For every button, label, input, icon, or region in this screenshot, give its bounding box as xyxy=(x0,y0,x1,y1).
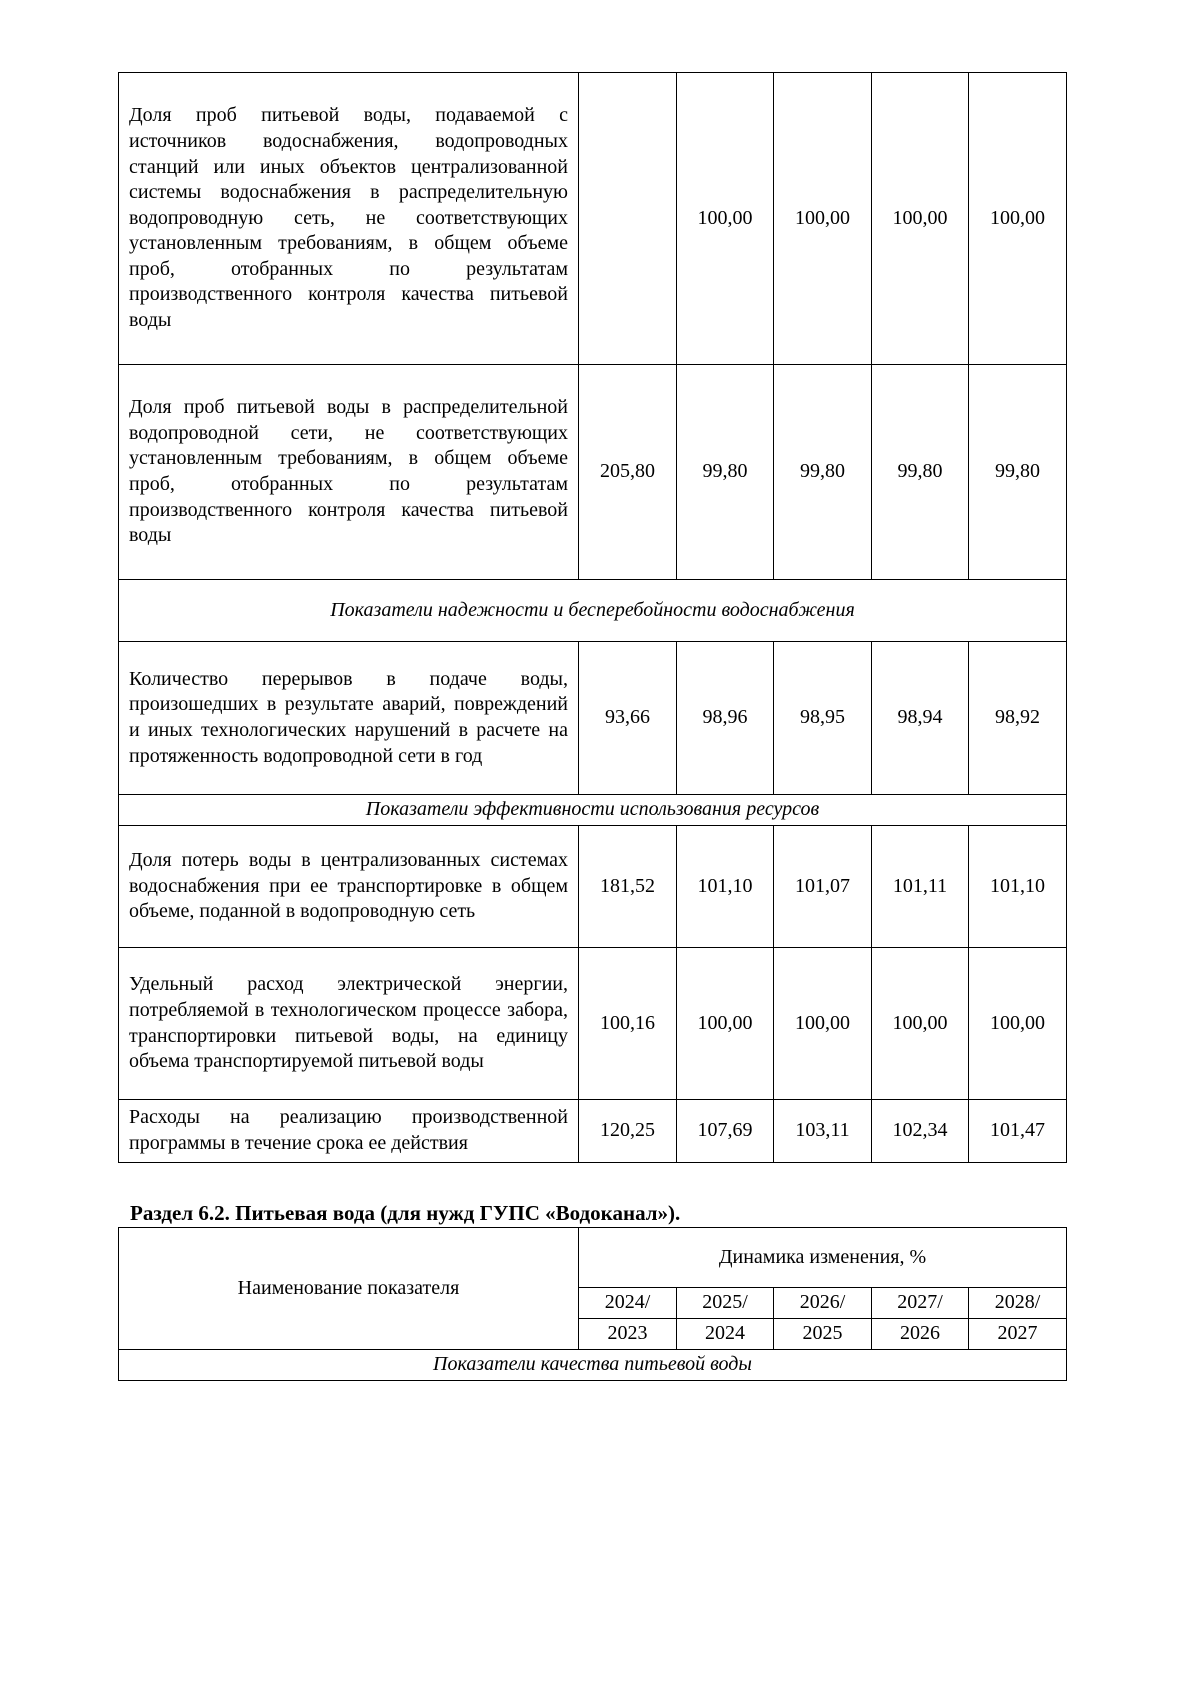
section-title: Показатели эффективности использования ресурсов xyxy=(119,795,1067,826)
value-cell: 102,34 xyxy=(872,1100,969,1163)
section-title: Показатели надежности и бесперебойности водоснабжения xyxy=(119,580,1067,642)
dynamics-header: Динамика изменения, % xyxy=(579,1228,1067,1288)
header-row xyxy=(119,1228,1067,1288)
value-cell: 100,16 xyxy=(579,948,677,1100)
year-cell: 2028/ xyxy=(969,1288,1067,1319)
value-cell: 100,00 xyxy=(872,948,969,1100)
value-cell: 98,92 xyxy=(969,642,1067,795)
year-cell: 2025/ xyxy=(677,1288,774,1319)
value-cell: 98,94 xyxy=(872,642,969,795)
value-cell: 99,80 xyxy=(872,365,969,580)
value-cell: 99,80 xyxy=(774,365,872,580)
name-column-header: Наименование показателя xyxy=(119,1228,579,1350)
value-cell: 101,10 xyxy=(969,826,1067,948)
year-cell: 2026 xyxy=(872,1319,969,1350)
table-row xyxy=(119,365,1067,580)
value-cell: 101,47 xyxy=(969,1100,1067,1163)
value-cell: 205,80 xyxy=(579,365,677,580)
value-cell xyxy=(579,73,677,365)
value-cell: 99,80 xyxy=(969,365,1067,580)
year-cell: 2024/ xyxy=(579,1288,677,1319)
table-row xyxy=(119,1100,1067,1163)
section-row xyxy=(119,580,1067,642)
table-row xyxy=(119,642,1067,795)
value-cell: 100,00 xyxy=(872,73,969,365)
indicator-name: Количество перерывов в подаче воды, произошедших в результате аварий, повреждений и иных технологических нарушений в расчете на протяженность водопроводной сети в год xyxy=(119,642,579,795)
year-cell: 2025 xyxy=(774,1319,872,1350)
value-cell: 101,10 xyxy=(677,826,774,948)
year-cell: 2024 xyxy=(677,1319,774,1350)
indicator-name: Доля потерь воды в централизованных системах водоснабжения при ее транспортировке в общем объеме, поданной в водопроводную сеть xyxy=(119,826,579,948)
section-row xyxy=(119,1350,1067,1381)
value-cell: 98,96 xyxy=(677,642,774,795)
value-cell: 100,00 xyxy=(774,73,872,365)
section-title: Показатели качества питьевой воды xyxy=(119,1350,1067,1381)
value-cell: 107,69 xyxy=(677,1100,774,1163)
section-row xyxy=(119,795,1067,826)
indicator-name: Расходы на реализацию производственной программы в течение срока ее действия xyxy=(119,1100,579,1163)
dynamics-table xyxy=(118,1227,1067,1381)
value-cell: 99,80 xyxy=(677,365,774,580)
value-cell: 101,11 xyxy=(872,826,969,948)
value-cell: 101,07 xyxy=(774,826,872,948)
value-cell: 100,00 xyxy=(677,73,774,365)
value-cell: 100,00 xyxy=(774,948,872,1100)
indicator-name: Доля проб питьевой воды, подаваемой с источников водоснабжения, водопроводных станций или иных объектов централизованной системы водоснабжения в распределительную водопроводную сеть, не соответствующих установленным требованиям, в общем объеме проб, отобранных по результатам производственного контроля качества питьевой воды xyxy=(119,73,579,365)
value-cell: 100,00 xyxy=(969,73,1067,365)
year-cell: 2023 xyxy=(579,1319,677,1350)
value-cell: 100,00 xyxy=(677,948,774,1100)
value-cell: 93,66 xyxy=(579,642,677,795)
year-cell: 2027/ xyxy=(872,1288,969,1319)
table-row xyxy=(119,948,1067,1100)
table-row xyxy=(119,73,1067,365)
indicator-name: Удельный расход электрической энергии, потребляемой в технологическом процессе забора, транспортировки питьевой воды, на единицу объема транспортируемой питьевой воды xyxy=(119,948,579,1100)
value-cell: 103,11 xyxy=(774,1100,872,1163)
table-row xyxy=(119,826,1067,948)
section-heading: Раздел 6.2. Питьевая вода (для нужд ГУПС «Водоканал»). xyxy=(130,1201,681,1225)
year-cell: 2026/ xyxy=(774,1288,872,1319)
indicators-table xyxy=(118,72,1067,1163)
value-cell: 100,00 xyxy=(969,948,1067,1100)
value-cell: 181,52 xyxy=(579,826,677,948)
year-cell: 2027 xyxy=(969,1319,1067,1350)
indicator-name: Доля проб питьевой воды в распределительной водопроводной сети, не соответствующих установленным требованиям, в общем объеме проб, отобранных по результатам производственного контроля качества питьевой воды xyxy=(119,365,579,580)
value-cell: 120,25 xyxy=(579,1100,677,1163)
value-cell: 98,95 xyxy=(774,642,872,795)
